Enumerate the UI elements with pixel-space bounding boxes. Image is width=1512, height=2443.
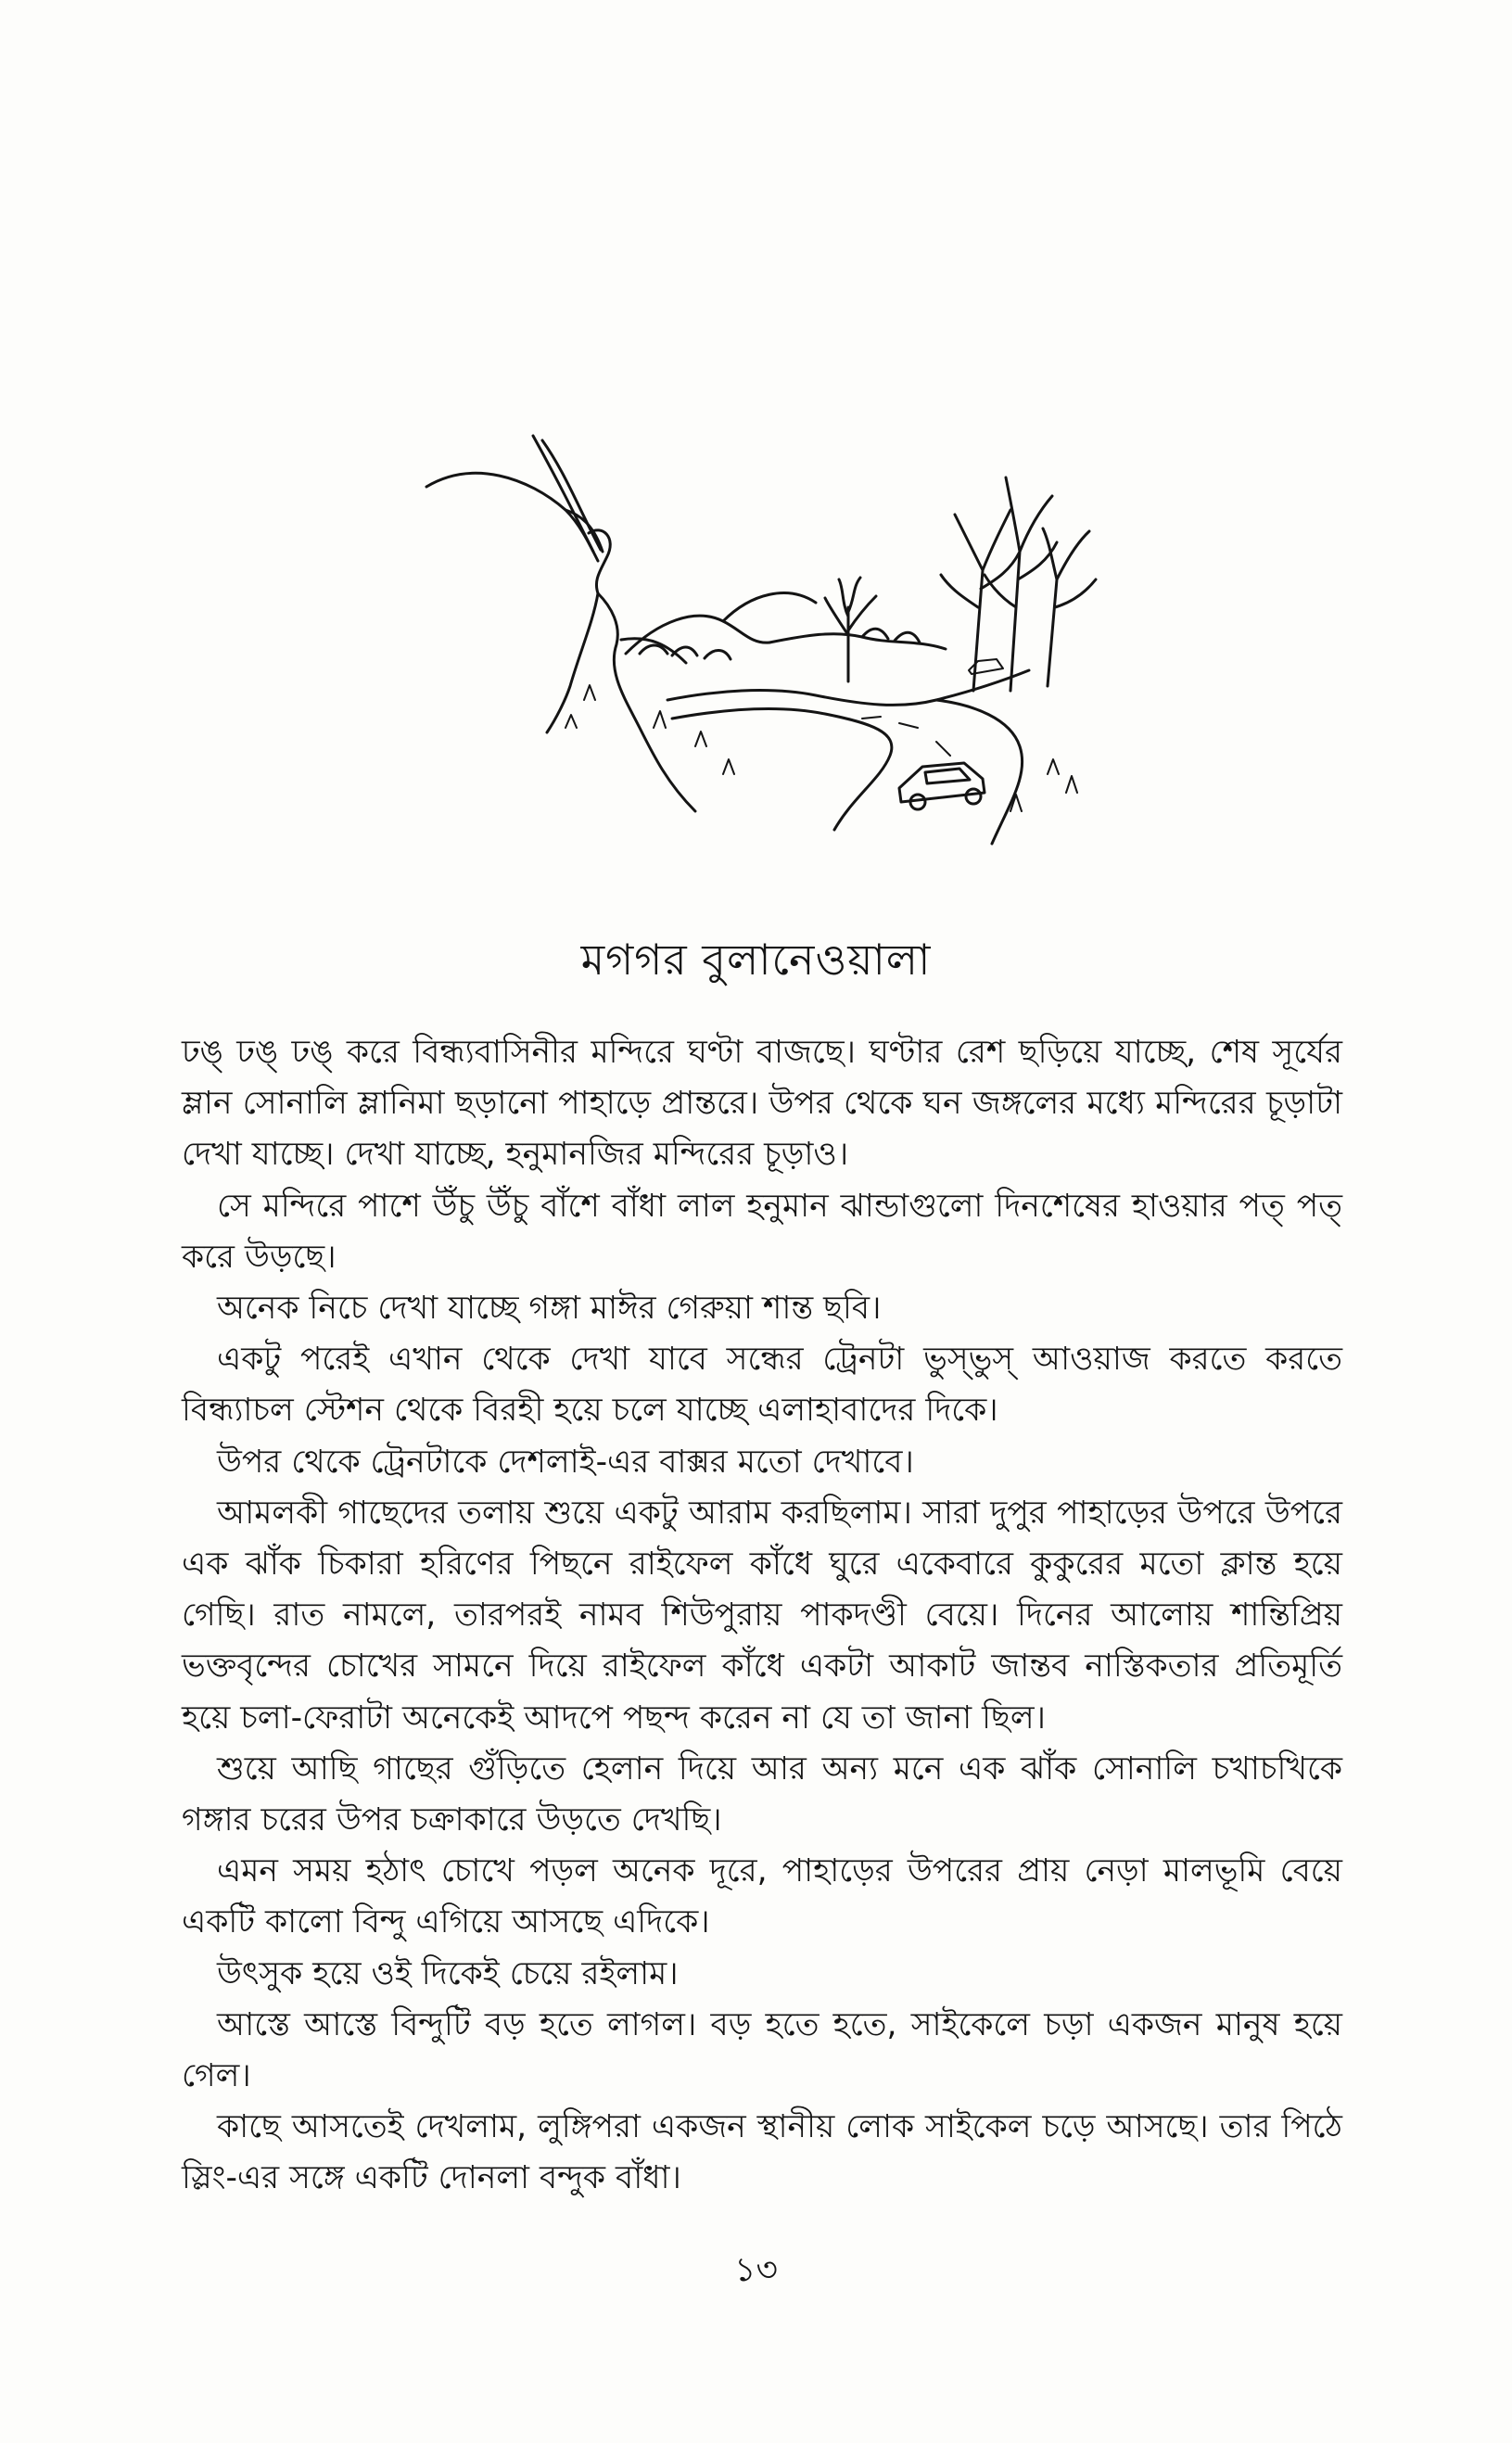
- paragraph: অনেক নিচে দেখা যাচ্ছে গঙ্গা মাঈর গেরুয়া শান্ত ছবি।: [217, 1290, 882, 1328]
- paragraph: এমন সময় হঠাৎ চোখে পড়ল অনেক দূরে, পাহাড়ের উপরের প্রায় নেড়া মালভূমি বেয়ে একটি কালো বিন্দু এগিয়ে আসছে এদিকে।: [182, 1852, 1342, 1941]
- paragraph: কাছে আসতেই দেখলাম, লুঙ্গিপরা একজন স্থানীয় লোক সাইকেল চড়ে আসছে। তার পিঠে স্লিং-এর সঙ্গে একটি দোনলা বন্দুক বাঁধা।: [182, 2108, 1342, 2197]
- page-number: ১৩: [734, 2251, 778, 2289]
- paragraph: একটু পরেই এখান থেকে দেখা যাবে সন্ধের ট্রেনটা ভুস্‌ভুস্ আওয়াজ করতে করতে বিন্ধ্যাচল স্টেশন থেকে বিরহী হয়ে চলে যাচ্ছে এলাহাবাদের দিকে।: [182, 1341, 1342, 1430]
- landscape-illustration: [417, 422, 1122, 858]
- paragraph: ঢঙ্ ঢঙ্ ঢঙ্ করে বিন্ধ্যবাসিনীর মন্দিরে ঘণ্টা বাজছে। ঘণ্টার রেশ ছড়িয়ে যাচ্ছে, শেষ সূর্যের ম্লান সোনালি ম্লানিমা ছড়ানো পাহাড়ে প্রান্তরে। উপর থেকে ঘন জঙ্গলের মধ্যে মন্দিরের চূড়াটা দেখা যাচ্ছে। দেখা যাচ্ছে, হনুমানজির মন্দিরের চূড়াও।: [182, 1034, 1342, 1174]
- paragraph: শুয়ে আছি গাছের গুঁড়িতে হেলান দিয়ে আর অন্য মনে এক ঝাঁক সোনালি চখাচখিকে গঙ্গার চরের উপর চক্রাকারে উড়তে দেখছি।: [182, 1750, 1342, 1839]
- paragraph: উপর থেকে ট্রেনটাকে দেশলাই-এর বাক্সর মতো দেখাবে।: [217, 1443, 914, 1481]
- paragraph: সে মন্দিরে পাশে উঁচু উঁচু বাঁশে বাঁধা লাল হনুমান ঝান্ডাগুলো দিনশেষের হাওয়ার পত্ পত্ করে উড়ছে।: [182, 1187, 1342, 1276]
- paragraph: আস্তে আস্তে বিন্দুটি বড় হতে লাগল। বড় হতে হতে, সাইকেলে চড়া একজন মানুষ হয়ে গেল।: [182, 2005, 1342, 2095]
- paragraph: আমলকী গাছেদের তলায় শুয়ে একটু আরাম করছিলাম। সারা দুপুর পাহাড়ের উপরে উপরে এক ঝাঁক চিকারা হরিণের পিছনে রাইফেল কাঁধে ঘুরে একেবারে কুকুরের মতো ক্লান্ত হয়ে গেছি। রাত নামলে, তারপরই নামব শিউপুরায় পাকদণ্ডী বেয়ে। দিনের আলোয় শান্তিপ্রিয় ভক্তবৃন্দের চোখের সামনে দিয়ে রাইফেল কাঁধে একটা আকাট জান্তব নাস্তিকতার প্রতিমূর্তি হয়ে চলা-ফেরাটা অনেকেই আদপে পছন্দ করেন না যে তা জানা ছিল।: [182, 1494, 1342, 1737]
- chapter-body: [182, 1027, 1342, 2205]
- chapter-title: মগগর বুলানেওয়ালা: [580, 935, 932, 985]
- paragraph: উৎসুক হয়ে ওই দিকেই চেয়ে রইলাম।: [217, 1954, 679, 1992]
